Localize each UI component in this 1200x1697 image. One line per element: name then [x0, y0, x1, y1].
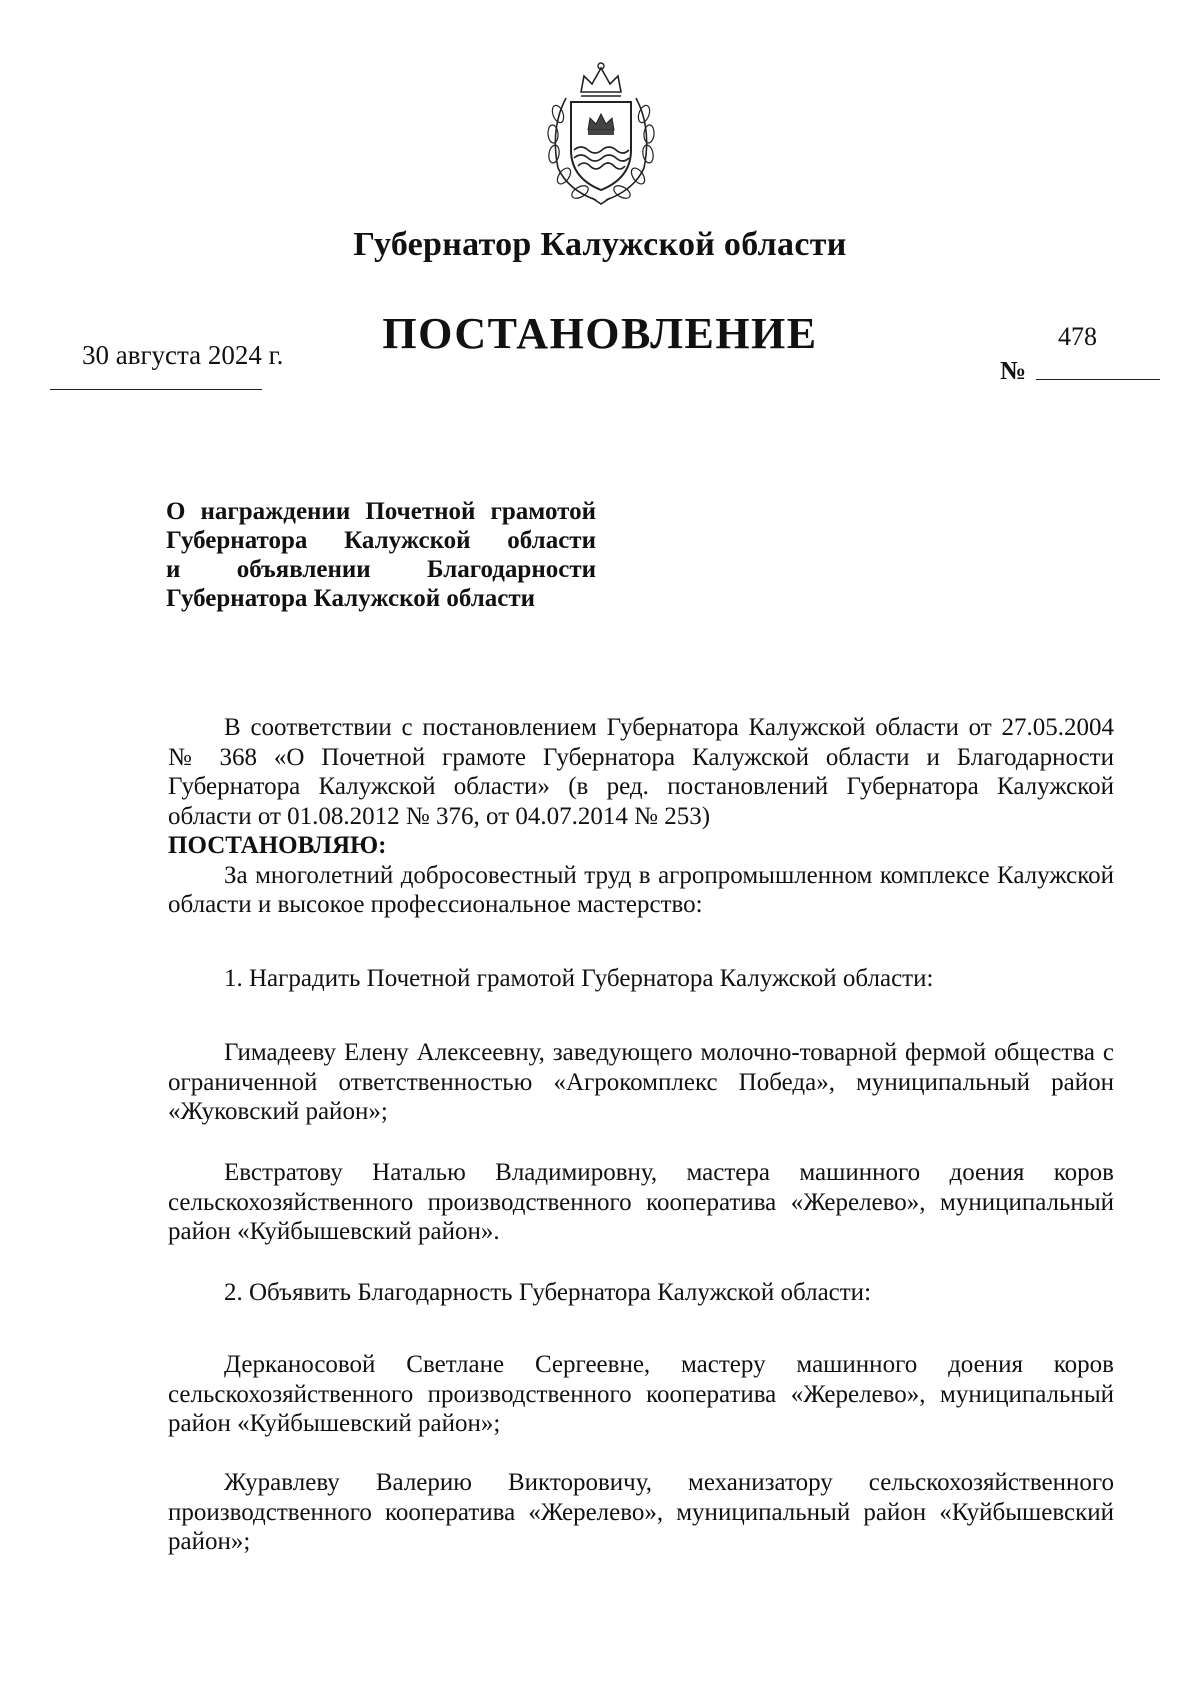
- awardee-paragraph: Гимадееву Елену Алексеевну, заведующего молочно-товарной фермой общества с ограниченной ответственностью «Агрокомплекс Победа», муниципальный район «Жуковский район»;: [168, 1039, 1114, 1125]
- item1-title: 1. Наградить Почетной грамотой Губернатора Калужской области:: [224, 965, 934, 992]
- subject-line: и объявлении Благодарности: [166, 556, 596, 583]
- issuer-title: Губернатор Калужской области: [353, 226, 847, 263]
- preamble-block: [168, 713, 1114, 920]
- thanked-block: [168, 1468, 1114, 1557]
- decree-word: ПОСТАНОВЛЯЮ:: [168, 832, 387, 859]
- preamble-paragraph: В соответствии с постановлением Губернатора Калужской области от 27.05.2004 № 368 «О Почетной грамоте Губернатора Калужской области и Благодарности Губернатора Калужской области» (в ред. постановлений Губернатора Калужской области от 01.08.2012 № 376, от 04.07.2014 № 253): [168, 714, 1114, 830]
- awardee-paragraph: Евстратову Наталью Владимировну, мастера машинного доения коров сельскохозяйственного производственного кооператива «Жерелево», муниципальный район «Куйбышевский район».: [168, 1159, 1114, 1245]
- reason-paragraph: За многолетний добросовестный труд в агропромышленном комплексе Калужской области и высокое профессиональное мастерство:: [168, 861, 1114, 918]
- subject-line: Губернатора Калужской области: [166, 585, 536, 612]
- number-underline: [1036, 379, 1160, 380]
- subject-line: Губернатора Калужской области: [166, 527, 596, 554]
- number-sign: №: [1000, 356, 1027, 385]
- thanked-paragraph: Журавлеву Валерию Викторовичу, механизатору сельскохозяйственного производственного кооператива «Жерелево», муниципальный район «Куйбышевский район»;: [168, 1469, 1114, 1555]
- item2-title: 2. Объявить Благодарность Губернатора Калужской области:: [224, 1279, 872, 1306]
- document-date: 30 августа 2024 г.: [82, 340, 284, 370]
- kaluga-coat-of-arms-icon: [536, 58, 666, 208]
- document-subject: [166, 497, 596, 613]
- thanked-block: [168, 1350, 1114, 1439]
- document-number: 478: [1058, 322, 1097, 351]
- subject-line: О награждении Почетной грамотой: [166, 498, 596, 525]
- date-underline: [50, 389, 262, 390]
- thanked-paragraph: Дерканосовой Светлане Сергеевне, мастеру машинного доения коров сельскохозяйственного производственного кооператива «Жерелево», муниципальный район «Куйбышевский район»;: [168, 1351, 1114, 1437]
- document-type-title: ПОСТАНОВЛЕНИЕ: [382, 309, 818, 358]
- item2-heading-block: [168, 1278, 1114, 1308]
- awardee-block: [168, 1158, 1114, 1247]
- awardee-block: [168, 1038, 1114, 1127]
- item1-heading-block: [168, 964, 1114, 994]
